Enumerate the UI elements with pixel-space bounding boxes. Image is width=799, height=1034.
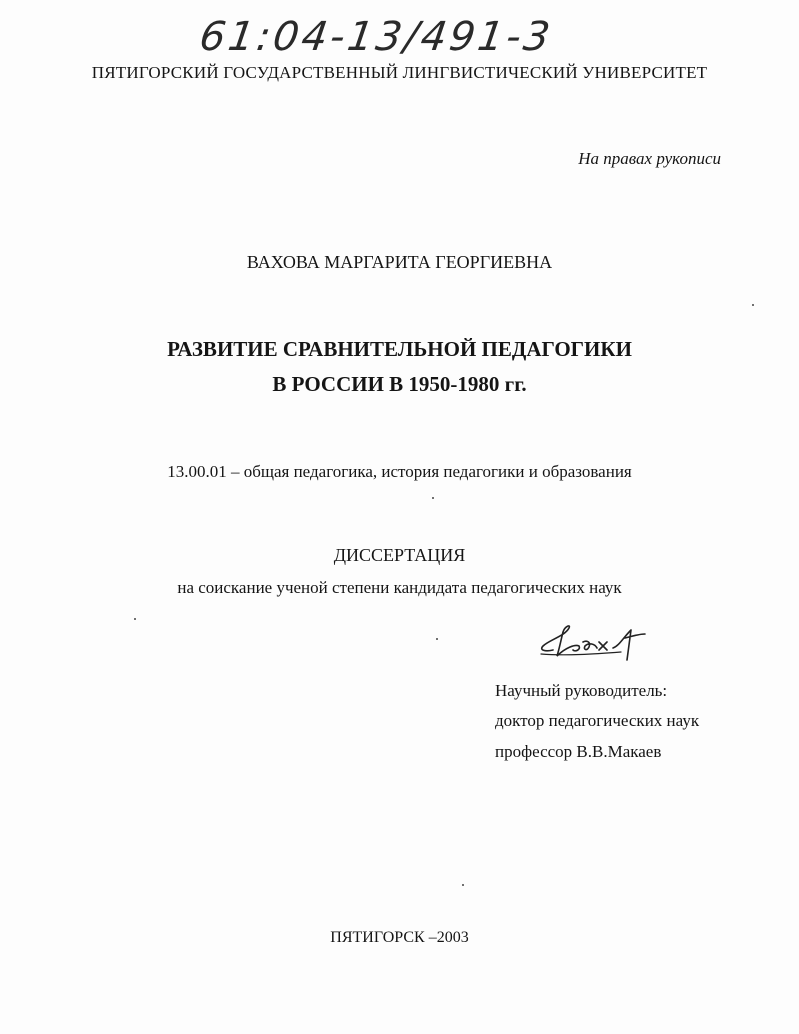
advisor-name: профессор В.В.Макаев <box>495 742 662 761</box>
scan-speck <box>752 304 754 306</box>
specialty-code: 13.00.01 – общая педагогика, история педагогики и образования <box>167 462 632 481</box>
scan-speck <box>462 884 464 886</box>
scan-speck <box>134 618 136 620</box>
rights-note: На правах рукописи <box>578 149 721 168</box>
advisor-degree: доктор педагогических наук <box>495 711 700 730</box>
author-name: ВАХОВА МАРГАРИТА ГЕОРГИЕВНА <box>246 252 553 272</box>
scan-speck <box>432 497 434 499</box>
document-type: ДИССЕРТАЦИЯ <box>333 545 466 565</box>
archive-code-handwritten: 61:04-13/491-3 <box>196 14 556 60</box>
dissertation-title-line2: В РОССИИ В 1950-1980 гг. <box>272 372 527 396</box>
advisor-label: Научный руководитель: <box>495 681 668 700</box>
signature-handwritten <box>535 620 655 669</box>
degree-description: на соискание ученой степени кандидата педагогических наук <box>177 578 622 597</box>
dissertation-title-line1: РАЗВИТИЕ СРАВНИТЕЛЬНОЙ ПЕДАГОГИКИ <box>167 337 632 361</box>
university-name: ПЯТИГОРСКИЙ ГОСУДАРСТВЕННЫЙ ЛИНГВИСТИЧЕСКИЙ УНИВЕРСИТЕТ <box>91 63 708 82</box>
city-year: ПЯТИГОРСК –2003 <box>330 929 469 946</box>
scan-speck <box>436 638 438 640</box>
